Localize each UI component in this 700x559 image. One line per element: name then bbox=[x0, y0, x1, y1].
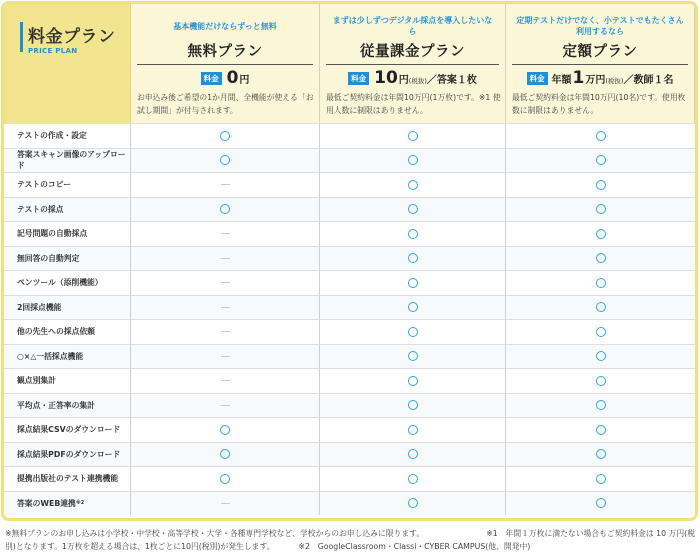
feature-label-text: ○×△一括採点機能 bbox=[17, 351, 84, 361]
feature-label-text: 他の先生への採点依頼 bbox=[17, 327, 95, 337]
available-circle-icon bbox=[408, 204, 418, 214]
available-circle-icon bbox=[408, 229, 418, 239]
unavailable-dash-icon bbox=[221, 331, 230, 332]
price-suffix: ／答案１枚 bbox=[426, 75, 477, 86]
feature-label bbox=[4, 319, 131, 344]
feature-label-text: 答案スキャン画像のアップロード bbox=[17, 150, 126, 171]
available-circle-icon bbox=[408, 351, 418, 361]
page-title: 料金プラン bbox=[28, 27, 116, 47]
available-circle-icon bbox=[220, 425, 230, 435]
feature-label bbox=[4, 417, 131, 442]
availability-cell-fixed bbox=[506, 442, 695, 467]
plan-price bbox=[516, 68, 684, 88]
price-plan-grid bbox=[4, 4, 695, 518]
availability-cell-free bbox=[131, 270, 320, 295]
plan-name: 定額プラン bbox=[512, 40, 688, 65]
availability-cell-fixed bbox=[506, 319, 695, 344]
price-unit: 円 bbox=[239, 75, 250, 86]
feature-label bbox=[4, 393, 131, 418]
feature-label bbox=[4, 368, 131, 393]
available-circle-icon bbox=[596, 180, 606, 190]
page-subtitle: PRICE PLAN bbox=[28, 47, 78, 55]
availability-cell-free bbox=[131, 344, 320, 369]
feature-footnote-mark: ※2 bbox=[75, 500, 85, 507]
footnote-free-plan: ※無料プランのお申し込みは小学校・中学校・高等学校・大学・各種専門学校など、学校からのお申し込みに限ります。 bbox=[5, 529, 425, 538]
available-circle-icon bbox=[596, 131, 606, 141]
availability-cell-fixed bbox=[506, 172, 695, 197]
price-value: 0 bbox=[226, 68, 239, 88]
plan-description: 最低ご契約料金は年間10万円(1万枚)です。※1 使用人数に制限はありません。 bbox=[326, 93, 501, 115]
availability-cell-usage bbox=[320, 197, 506, 222]
feature-label bbox=[4, 123, 131, 148]
price-tax: (税抜) bbox=[408, 77, 427, 85]
availability-cell-fixed bbox=[506, 197, 695, 222]
availability-cell-fixed bbox=[506, 221, 695, 246]
availability-cell-fixed bbox=[506, 491, 695, 516]
availability-cell-free bbox=[131, 491, 320, 516]
feature-label bbox=[4, 442, 131, 467]
price-unit: 万円 bbox=[585, 75, 606, 86]
availability-cell-fixed bbox=[506, 466, 695, 491]
plan-price bbox=[330, 68, 495, 88]
available-circle-icon bbox=[596, 376, 606, 386]
feature-label-text: 2回採点機能 bbox=[17, 302, 62, 312]
available-circle-icon bbox=[220, 204, 230, 214]
available-circle-icon bbox=[408, 400, 418, 410]
feature-label-text: ペンツール（添削機能） bbox=[17, 278, 103, 288]
plan-tagline: 基本機能だけならずっと無料 bbox=[173, 21, 277, 31]
available-circle-icon bbox=[408, 278, 418, 288]
feature-label-text: テストの採点 bbox=[17, 204, 64, 214]
availability-cell-usage bbox=[320, 270, 506, 295]
feature-label bbox=[4, 491, 131, 516]
availability-cell-usage bbox=[320, 442, 506, 467]
price-prefix: 年額 bbox=[551, 75, 572, 86]
feature-label bbox=[4, 295, 131, 320]
footnote-line-1 bbox=[5, 527, 695, 540]
availability-cell-fixed bbox=[506, 246, 695, 271]
available-circle-icon bbox=[596, 474, 606, 484]
plan-name: 従量課金プラン bbox=[326, 40, 499, 65]
availability-cell-usage bbox=[320, 466, 506, 491]
price-tax: (税抜) bbox=[605, 77, 624, 85]
availability-cell-free bbox=[131, 221, 320, 246]
availability-cell-free bbox=[131, 295, 320, 320]
availability-cell-usage bbox=[320, 123, 506, 148]
feature-label bbox=[4, 466, 131, 491]
available-circle-icon bbox=[220, 155, 230, 165]
feature-label bbox=[4, 246, 131, 271]
availability-cell-usage bbox=[320, 148, 506, 173]
available-circle-icon bbox=[596, 229, 606, 239]
available-circle-icon bbox=[408, 376, 418, 386]
availability-cell-free bbox=[131, 393, 320, 418]
price-plan-table bbox=[1, 1, 698, 521]
availability-cell-usage bbox=[320, 221, 506, 246]
availability-cell-free bbox=[131, 246, 320, 271]
price-badge: 料金 bbox=[348, 72, 369, 85]
plan-tagline: 定期テストだけでなく、小テストでもたくさん利用するなら bbox=[516, 16, 684, 36]
title-accent-bar bbox=[20, 22, 23, 52]
feature-label-text: テストの作成・設定 bbox=[17, 131, 87, 141]
unavailable-dash-icon bbox=[221, 233, 230, 234]
available-circle-icon bbox=[408, 180, 418, 190]
plan-description: 最低ご契約料金は年間10万円(10名)です。使用枚数に制限はありません。 bbox=[512, 93, 686, 115]
available-circle-icon bbox=[596, 400, 606, 410]
availability-cell-fixed bbox=[506, 393, 695, 418]
availability-cell-fixed bbox=[506, 270, 695, 295]
available-circle-icon bbox=[408, 131, 418, 141]
available-circle-icon bbox=[408, 302, 418, 312]
feature-label bbox=[4, 270, 131, 295]
price-unit: 円 bbox=[398, 75, 409, 86]
available-circle-icon bbox=[596, 498, 606, 508]
unavailable-dash-icon bbox=[221, 184, 230, 185]
unavailable-dash-icon bbox=[221, 258, 230, 259]
footnotes bbox=[5, 527, 695, 553]
plan-header-fixed bbox=[506, 4, 695, 123]
price-value: 10 bbox=[374, 68, 398, 88]
availability-cell-usage bbox=[320, 368, 506, 393]
availability-cell-free bbox=[131, 466, 320, 491]
available-circle-icon bbox=[596, 302, 606, 312]
available-circle-icon bbox=[596, 351, 606, 361]
feature-label-text: 無回答の自動判定 bbox=[17, 253, 80, 263]
footnote-1-cont: 別)となります。1万枚を超える場合は、1枚ごとに10円(税別)が発生します。 bbox=[5, 542, 275, 551]
available-circle-icon bbox=[408, 253, 418, 263]
availability-cell-usage bbox=[320, 393, 506, 418]
feature-label bbox=[4, 221, 131, 246]
availability-cell-fixed bbox=[506, 368, 695, 393]
available-circle-icon bbox=[596, 278, 606, 288]
availability-cell-usage bbox=[320, 295, 506, 320]
plan-price bbox=[141, 68, 309, 88]
plan-description: お申込み後ご希望の1か月間、全機能が使える「お試し期間」が付与されます。 bbox=[137, 93, 314, 115]
feature-label-text: 提携出版社のテスト連携機能 bbox=[17, 474, 119, 484]
available-circle-icon bbox=[408, 498, 418, 508]
price-value: 1 bbox=[572, 68, 585, 88]
available-circle-icon bbox=[408, 155, 418, 165]
availability-cell-usage bbox=[320, 172, 506, 197]
availability-cell-fixed bbox=[506, 417, 695, 442]
available-circle-icon bbox=[408, 425, 418, 435]
price-badge: 料金 bbox=[527, 72, 548, 85]
availability-cell-fixed bbox=[506, 295, 695, 320]
unavailable-dash-icon bbox=[221, 503, 230, 504]
plan-header-free bbox=[131, 4, 320, 123]
feature-label bbox=[4, 197, 131, 222]
available-circle-icon bbox=[220, 449, 230, 459]
feature-label-text: 採点結果CSVのダウンロード bbox=[17, 425, 121, 435]
available-circle-icon bbox=[596, 327, 606, 337]
availability-cell-free bbox=[131, 197, 320, 222]
available-circle-icon bbox=[596, 155, 606, 165]
price-badge: 料金 bbox=[201, 72, 222, 85]
feature-label-text: 平均点・正答率の集計 bbox=[17, 400, 95, 410]
unavailable-dash-icon bbox=[221, 405, 230, 406]
price-suffix: ／教師１名 bbox=[623, 75, 674, 86]
footnote-1: ※1 年間１万枚に満たない場合もご契約料金は 10 万円(税 bbox=[486, 529, 695, 538]
availability-cell-fixed bbox=[506, 344, 695, 369]
available-circle-icon bbox=[596, 449, 606, 459]
unavailable-dash-icon bbox=[221, 380, 230, 381]
availability-cell-usage bbox=[320, 491, 506, 516]
availability-cell-usage bbox=[320, 344, 506, 369]
availability-cell-free bbox=[131, 417, 320, 442]
availability-cell-free bbox=[131, 368, 320, 393]
availability-cell-usage bbox=[320, 319, 506, 344]
plan-name: 無料プラン bbox=[137, 40, 313, 65]
availability-cell-free bbox=[131, 123, 320, 148]
footnote-line-2 bbox=[5, 540, 695, 553]
availability-cell-free bbox=[131, 172, 320, 197]
availability-cell-fixed bbox=[506, 123, 695, 148]
unavailable-dash-icon bbox=[221, 282, 230, 283]
available-circle-icon bbox=[596, 204, 606, 214]
feature-label-text: 採点結果PDFのダウンロード bbox=[17, 449, 121, 459]
table-title-cell bbox=[4, 4, 131, 123]
available-circle-icon bbox=[596, 253, 606, 263]
availability-cell-free bbox=[131, 442, 320, 467]
availability-cell-fixed bbox=[506, 148, 695, 173]
available-circle-icon bbox=[220, 474, 230, 484]
feature-label bbox=[4, 172, 131, 197]
availability-cell-usage bbox=[320, 246, 506, 271]
unavailable-dash-icon bbox=[221, 307, 230, 308]
feature-label-text: 答案のWEB連携 bbox=[17, 498, 76, 508]
available-circle-icon bbox=[408, 474, 418, 484]
feature-label-text: 記号問題の自動採点 bbox=[17, 229, 88, 239]
available-circle-icon bbox=[220, 131, 230, 141]
plan-tagline: まずは少しずつデジタル採点を導入したいなら bbox=[332, 16, 493, 36]
availability-cell-free bbox=[131, 319, 320, 344]
feature-label-text: テストのコピー bbox=[17, 180, 71, 190]
feature-label bbox=[4, 148, 131, 173]
availability-cell-free bbox=[131, 148, 320, 173]
available-circle-icon bbox=[408, 327, 418, 337]
available-circle-icon bbox=[596, 425, 606, 435]
availability-cell-usage bbox=[320, 417, 506, 442]
available-circle-icon bbox=[408, 449, 418, 459]
unavailable-dash-icon bbox=[221, 356, 230, 357]
plan-header-usage bbox=[320, 4, 506, 123]
feature-label bbox=[4, 344, 131, 369]
feature-label-text: 観点別集計 bbox=[17, 376, 56, 386]
footnote-2: ※2 GoogleClassroom・Classi・CYBER CAMPUS(他、開発中) bbox=[298, 542, 531, 551]
